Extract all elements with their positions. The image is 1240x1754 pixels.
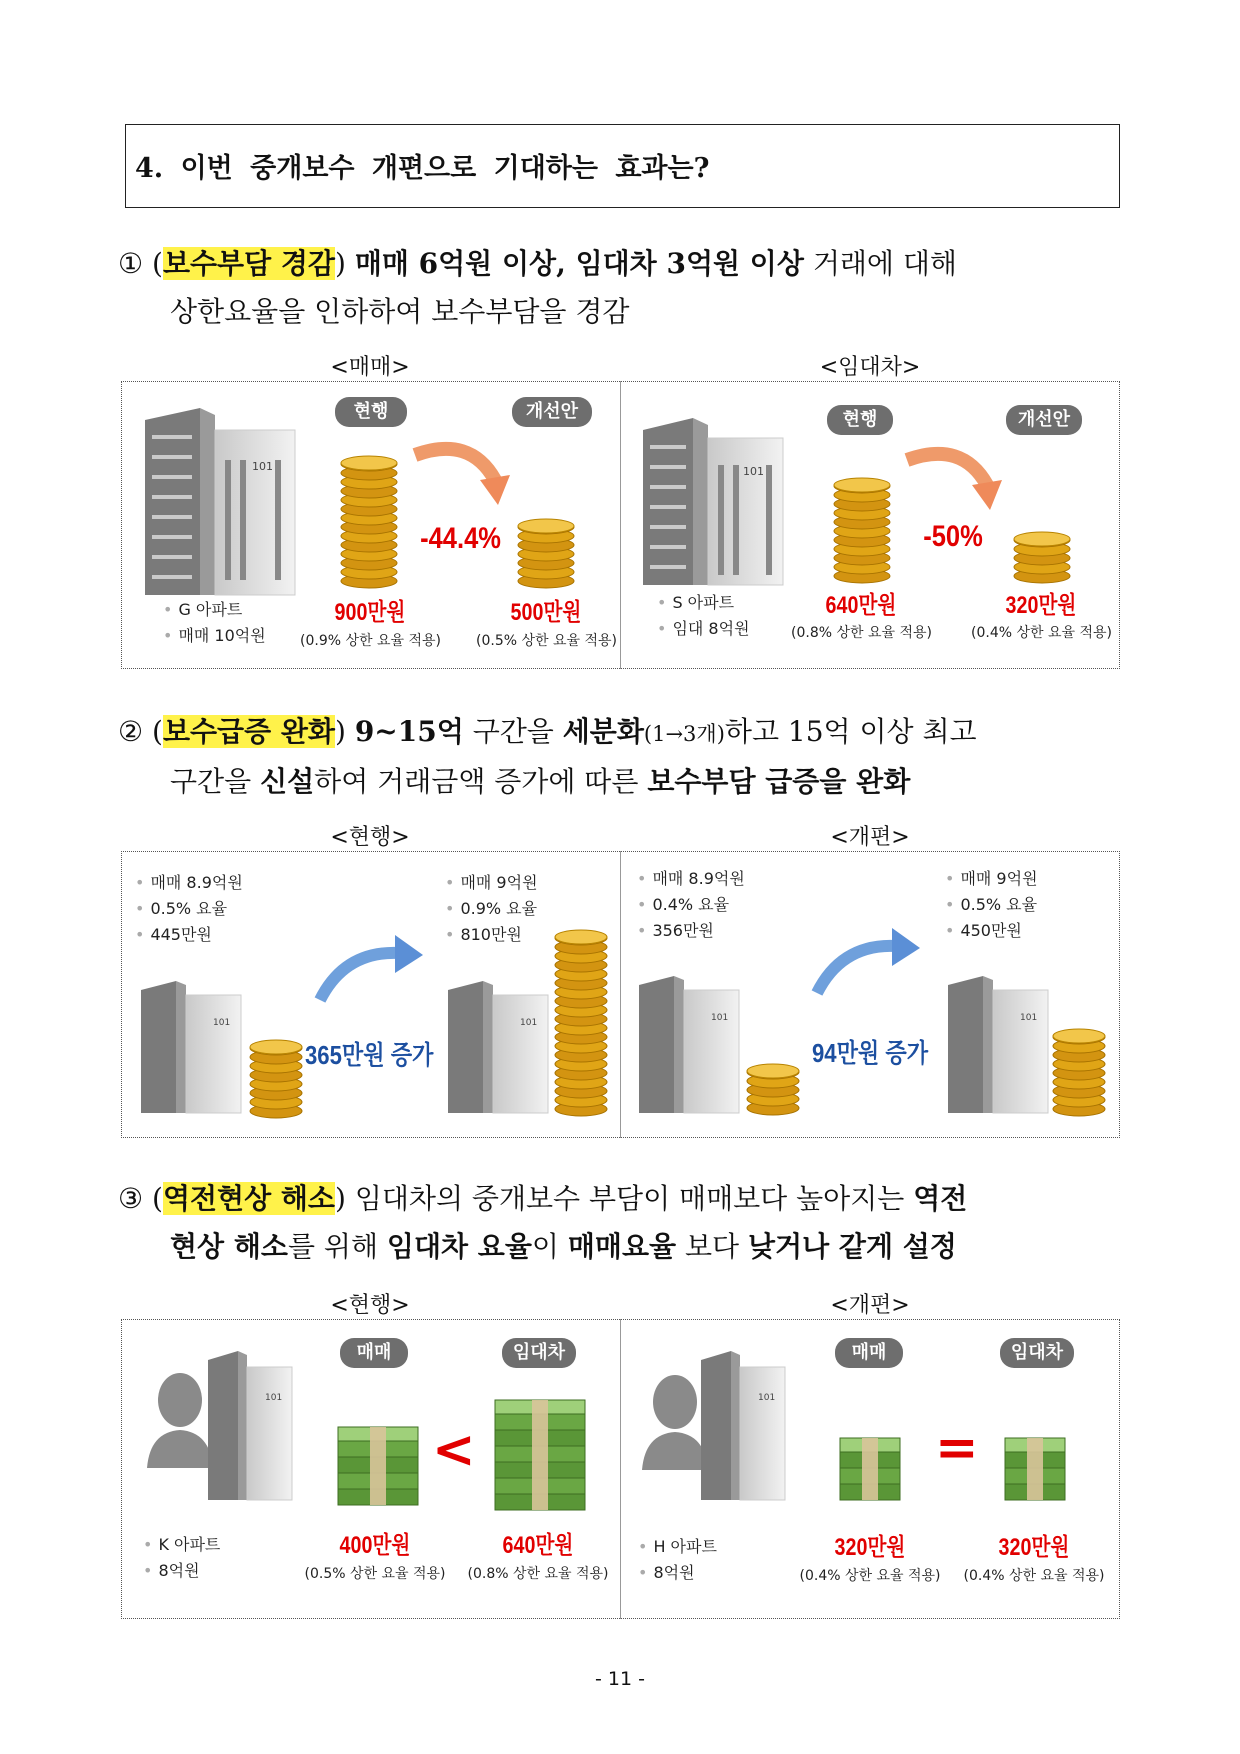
point-3-line2-b: 를 위해 — [287, 1230, 378, 1263]
point-2-line2-emphasis: 보수부담 급증을 완화 — [647, 765, 911, 798]
p1-left-current-coins-icon — [339, 440, 399, 590]
p3-left-label: <현행> — [330, 1293, 410, 1318]
p2-right-building-a-icon — [636, 970, 746, 1115]
p1-right-info — [657, 590, 750, 642]
p1-left-arrow-icon — [410, 440, 520, 510]
p2-left-info-b-fee: • 810만원 — [445, 922, 538, 948]
point-2-marker: ② — [118, 715, 144, 748]
p1-left-current-price: 900만원 — [334, 599, 406, 626]
p1-left-reform-tag: 개선안 — [512, 397, 592, 427]
p2-left-building-b-icon — [445, 975, 555, 1115]
point-2-line2-a: 구간을 — [170, 765, 252, 798]
p2-left-coins-b-icon — [553, 918, 609, 1118]
p3-right-lease-note: (0.4% 상한 요율 적용) — [963, 1568, 1105, 1584]
p1-left-info — [163, 597, 266, 649]
p3-left-info-apt: • K 아파트 — [143, 1532, 220, 1558]
p3-right-lease-tag: 임대차 — [1000, 1338, 1074, 1368]
point-2-count: (1→3개) — [643, 722, 725, 746]
point-2-rest: 하고 15억 이상 최고 — [724, 715, 977, 748]
p3-right-sale-price: 320만원 — [834, 1534, 906, 1561]
p2-left-info-a-amount: • 매매 8.9억원 — [135, 870, 243, 896]
p2-right-arrow-icon — [812, 928, 922, 998]
p3-right-info-amount: • 8억원 — [638, 1560, 717, 1586]
p2-right-increase: 94만원 증가 — [812, 1038, 929, 1068]
p2-right-info-a-fee: • 356만원 — [637, 918, 745, 944]
p3-right-info — [638, 1534, 717, 1586]
p1-left-info-apt: • G 아파트 — [163, 597, 266, 623]
p2-right-info-b — [945, 866, 1038, 944]
p3-right-sale-money-icon — [835, 1405, 905, 1500]
p3-left-symbol: < — [432, 1420, 476, 1480]
point-3-line2-a: 현상 해소 — [170, 1230, 288, 1263]
p3-right-building-icon — [698, 1345, 788, 1505]
p2-right-coins-a-icon — [745, 1045, 801, 1117]
p2-left-increase: 365만원 증가 — [305, 1040, 434, 1070]
p2-right-info-a-rate: • 0.4% 요율 — [637, 892, 745, 918]
point-1-tag: 보수부담 경감 — [162, 247, 335, 280]
p1-right-building-icon — [638, 410, 798, 590]
point-1-text: ① (보수부담 경감) 매매 6억원 이상, 임대차 3억원 이상 거래에 대해 상한요율을 인하하여 보수부담을 경감 — [118, 240, 1128, 336]
p3-right-lease-price: 320만원 — [998, 1534, 1070, 1561]
p3-right-info-apt: • H 아파트 — [638, 1534, 717, 1560]
p1-right-reform-coins-icon — [1012, 520, 1072, 585]
point-3-marker: ③ — [118, 1182, 144, 1215]
point-3-line2-f: 보다 — [684, 1230, 740, 1263]
p1-right-current-coins-icon — [832, 465, 892, 585]
p2-left-building-a-number: 101 — [213, 1018, 231, 1028]
p2-left-arrow-icon — [315, 935, 425, 1005]
p2-right-label: <개편> — [830, 825, 910, 850]
p3-left-building-number: 101 — [265, 1393, 283, 1403]
p3-left-lease-price: 640만원 — [502, 1532, 574, 1559]
p3-left-sale-tag: 매매 — [340, 1338, 408, 1368]
p2-left-coins-a-icon — [248, 1010, 304, 1120]
point-2-tag: 보수급증 완화 — [162, 715, 335, 748]
p2-right-info-b-fee: • 450만원 — [945, 918, 1038, 944]
point-2-line2-c: 하여 거래금액 증가에 따른 — [314, 765, 639, 798]
p1-right-arrow-icon — [902, 445, 1012, 515]
point-3-line2-e: 매매요율 — [567, 1230, 677, 1263]
p2-divider — [620, 851, 621, 1138]
p1-right-label: <임대차> — [819, 355, 921, 380]
p3-left-lease-note: (0.8% 상한 요율 적용) — [467, 1566, 609, 1582]
p2-left-info-b-amount: • 매매 9억원 — [445, 870, 538, 896]
point-1-rest: 거래에 대해 — [812, 247, 957, 280]
p2-right-info-a — [637, 866, 745, 944]
p2-left-building-a-icon — [138, 975, 248, 1115]
p2-right-building-b-icon — [945, 970, 1055, 1115]
point-2-word: 구간을 — [472, 715, 554, 748]
p3-right-label: <개편> — [830, 1293, 910, 1318]
p1-right-current-note: (0.8% 상한 요율 적용) — [791, 625, 932, 641]
p1-left-label: <매매> — [330, 355, 410, 380]
p1-left-reform-note: (0.5% 상한 요율 적용) — [476, 633, 617, 649]
point-3-text: ③ (역전현상 해소) 임대차의 중개보수 부담이 매매보다 높아지는 역전 현상 해소를 위해 임대차 요율이 매매요율 보다 낮거나 같게 설정 — [118, 1182, 968, 1263]
p3-left-sale-note: (0.5% 상한 요율 적용) — [304, 1566, 446, 1582]
p1-left-change: -44.4% — [420, 522, 501, 555]
point-3-tag: 역전현상 해소 — [162, 1182, 335, 1215]
p2-right-building-b-number: 101 — [1020, 1013, 1038, 1023]
point-3-line1-emphasis: 역전 — [913, 1182, 968, 1215]
p3-left-info-amount: • 8억원 — [143, 1558, 220, 1584]
p2-left-info-a — [135, 870, 243, 948]
point-2-line2-new: 신설 — [260, 765, 315, 798]
p3-left-info — [143, 1532, 220, 1584]
p1-divider — [620, 381, 621, 669]
p1-left-building-icon — [140, 400, 310, 600]
point-3-line1: 임대차의 중개보수 부담이 매매보다 높아지는 — [354, 1182, 905, 1215]
p3-left-sale-price: 400만원 — [339, 1532, 411, 1559]
p3-left-sale-money-icon — [333, 1395, 423, 1505]
p2-right-building-a-number: 101 — [711, 1013, 729, 1023]
point-1-marker: ① — [118, 247, 144, 280]
p1-right-info-amount: • 임대 8억원 — [657, 616, 750, 642]
p1-left-reform-price: 500만원 — [510, 599, 582, 626]
p2-left-info-b — [445, 870, 538, 948]
p2-right-info-a-amount: • 매매 8.9억원 — [637, 866, 745, 892]
p3-divider — [620, 1319, 621, 1619]
p1-left-building-number: 101 — [252, 460, 273, 473]
p1-left-reform-coins-icon — [516, 505, 576, 590]
p3-right-sale-note: (0.4% 상한 요율 적용) — [799, 1568, 941, 1584]
p3-left-lease-tag: 임대차 — [502, 1338, 576, 1368]
point-2-range: 9~15억 — [354, 715, 464, 748]
p1-right-reform-price: 320만원 — [1005, 592, 1077, 619]
p3-right-building-number: 101 — [758, 1393, 776, 1403]
point-2-subdivide: 세분화 — [562, 715, 644, 748]
p2-right-coins-b-icon — [1051, 1000, 1107, 1118]
p1-right-current-tag: 현행 — [827, 405, 893, 435]
point-1-line2: 상한요율을 인하하여 보수부담을 경감 — [170, 295, 630, 328]
p3-right-sale-tag: 매매 — [835, 1338, 903, 1368]
p2-right-info-b-amount: • 매매 9억원 — [945, 866, 1038, 892]
p1-left-current-note: (0.9% 상한 요율 적용) — [300, 633, 441, 649]
p3-right-symbol: = — [935, 1418, 979, 1478]
point-3-line2-c: 임대차 요율 — [386, 1230, 532, 1263]
p1-left-current-tag: 현행 — [335, 397, 407, 427]
p3-right-lease-money-icon — [1000, 1405, 1070, 1500]
p1-right-change: -50% — [923, 520, 983, 553]
section-title: 4. 이번 중개보수 개편으로 기대하는 효과는? — [135, 153, 710, 184]
point-3-line2-d: 이 — [531, 1230, 559, 1263]
p1-right-info-apt: • S 아파트 — [657, 590, 750, 616]
page-number: - 11 - — [595, 1668, 645, 1690]
point-2-text: ② (보수급증 완화) 9~15억 구간을 세분화(1→3개)하고 15억 이상 최고 구간을 신설하여 거래금액 증가에 따른 보수부담 급증을 완화 — [118, 715, 977, 798]
p1-right-current-price: 640만원 — [825, 592, 897, 619]
point-3-line2-g: 낮거나 같게 설정 — [748, 1230, 957, 1263]
p1-right-building-number: 101 — [743, 465, 764, 478]
p2-left-info-a-fee: • 445만원 — [135, 922, 243, 948]
p2-left-info-b-rate: • 0.9% 요율 — [445, 896, 538, 922]
p1-right-reform-note: (0.4% 상한 요율 적용) — [971, 625, 1112, 641]
p3-left-building-icon — [205, 1345, 295, 1505]
p2-right-info-b-rate: • 0.5% 요율 — [945, 892, 1038, 918]
p2-left-building-b-number: 101 — [520, 1018, 538, 1028]
p1-left-info-amount: • 매매 10억원 — [163, 623, 266, 649]
p2-left-info-a-rate: • 0.5% 요율 — [135, 896, 243, 922]
point-1-emphasis: 매매 6억원 이상, 임대차 3억원 이상 — [354, 247, 804, 280]
p3-left-lease-money-icon — [490, 1380, 590, 1510]
p1-right-reform-tag: 개선안 — [1006, 405, 1082, 435]
p2-left-label: <현행> — [330, 825, 410, 850]
